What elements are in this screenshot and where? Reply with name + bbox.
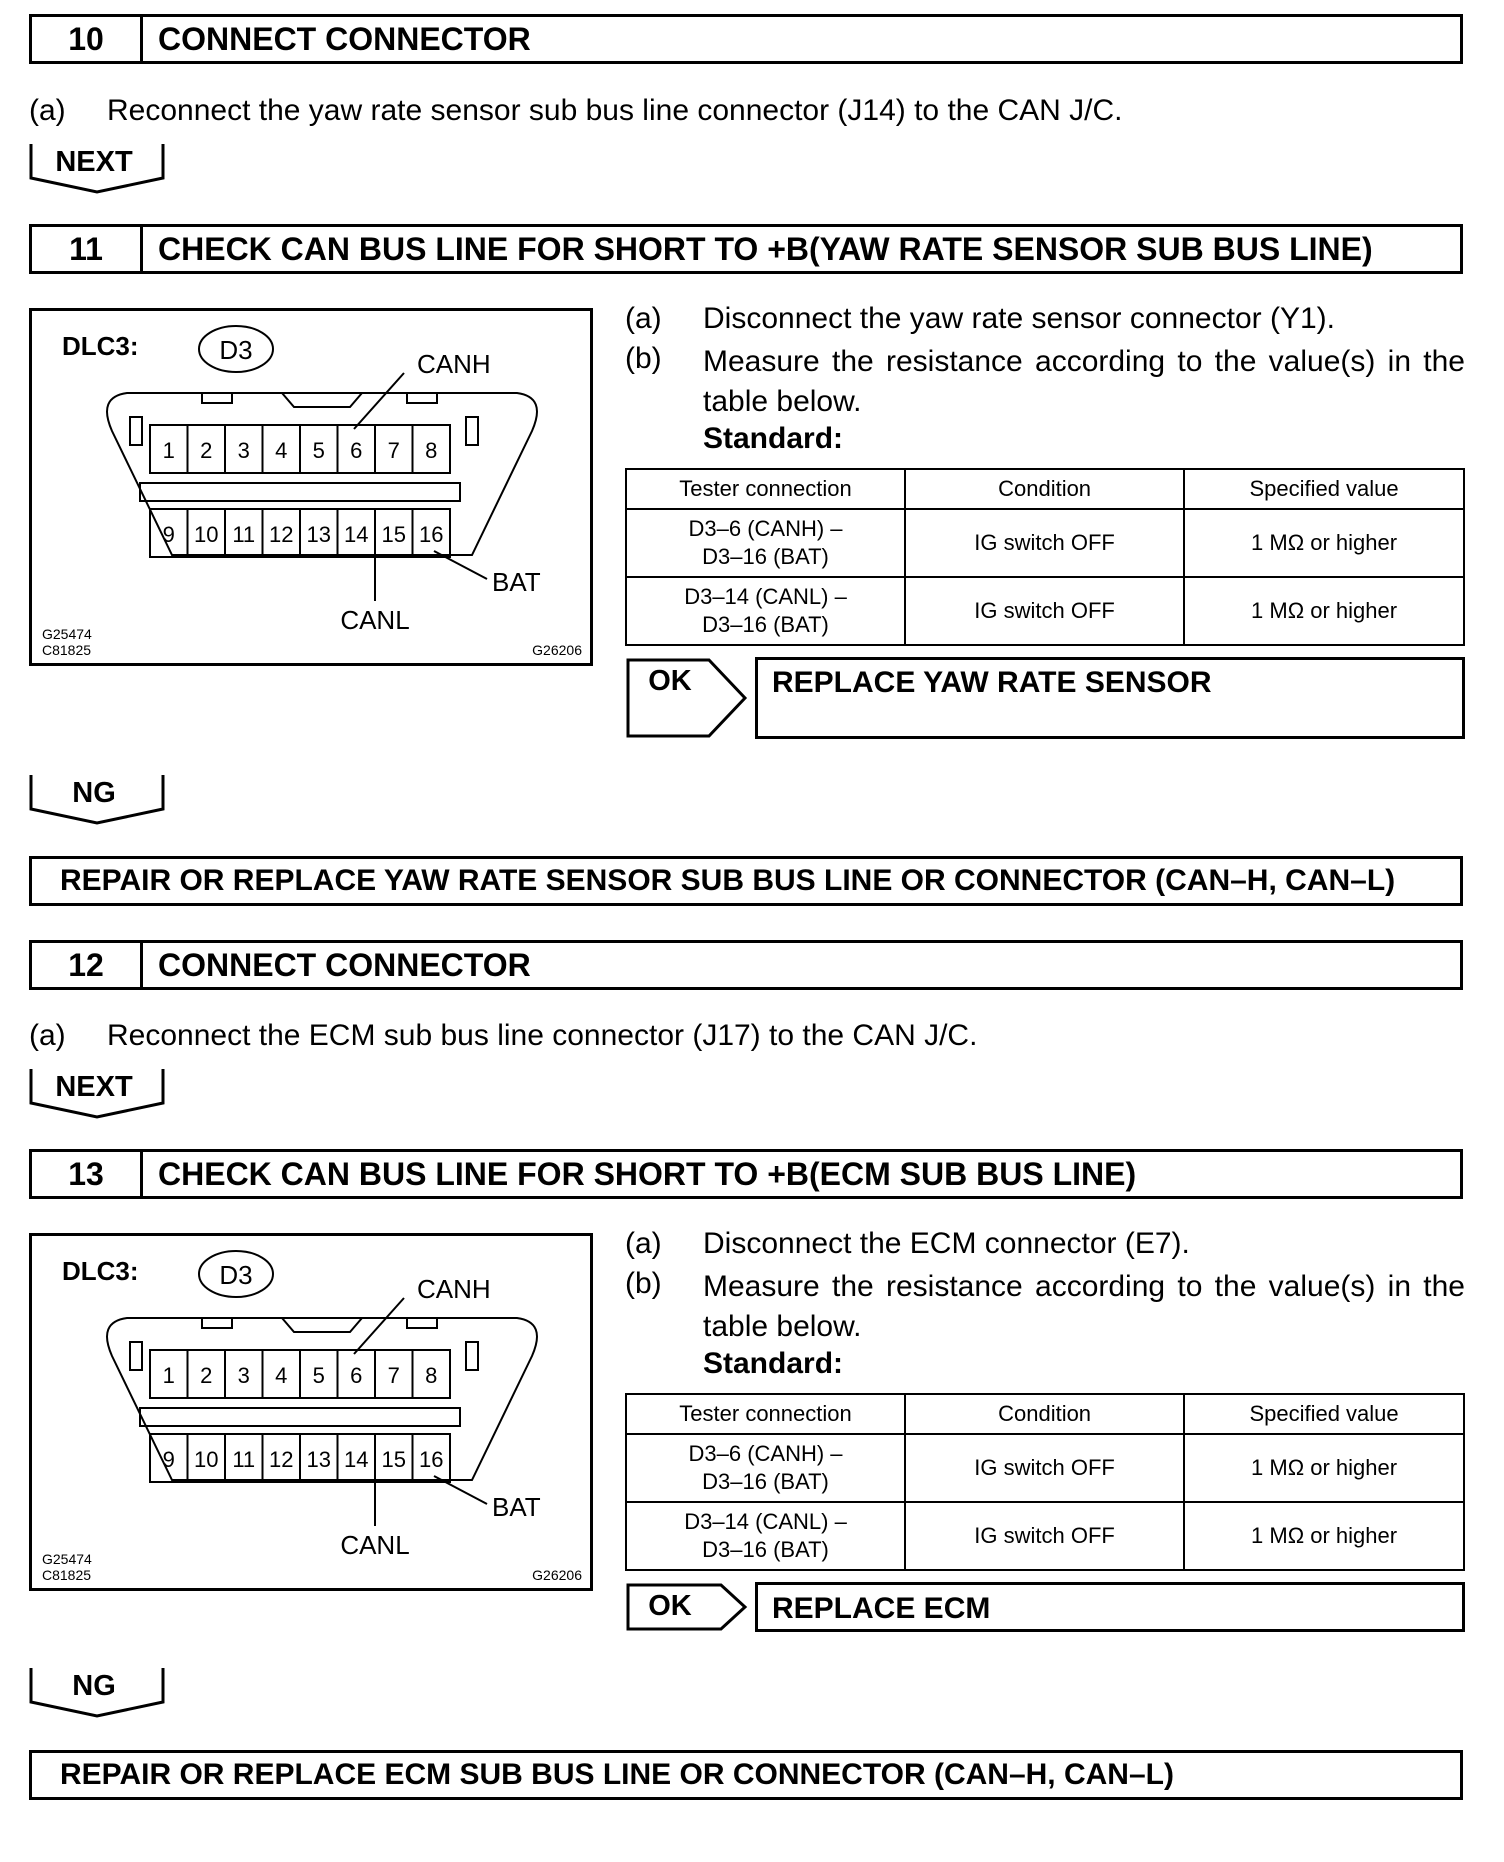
instruction-label: (a) (625, 302, 662, 335)
ng-label: NG (72, 777, 116, 809)
instruction-label: (a) (29, 1019, 66, 1052)
next-label: NEXT (55, 1071, 133, 1103)
figure-code-3: G26206 (532, 642, 582, 658)
dlc3-connector-diagram (32, 311, 590, 663)
step-number: 10 (32, 17, 143, 61)
tester-connection-cell: D3–14 (CANL) – D3–16 (BAT) (626, 1502, 905, 1570)
pin-number: 16 (419, 1447, 444, 1472)
step-12-header (29, 940, 1463, 990)
top-pin-group (163, 425, 438, 473)
step-13-header (29, 1149, 1463, 1199)
pin-number: 12 (269, 1447, 294, 1472)
header-tester-connection: Tester connection (626, 469, 905, 509)
canh-label: CANH (417, 1274, 491, 1304)
pin-number: 13 (306, 1447, 331, 1472)
dlc-label: DLC3: (62, 1256, 139, 1286)
pin-number: 1 (162, 438, 175, 463)
specified-value-cell: 1 MΩ or higher (1184, 577, 1464, 645)
specified-value-cell: 1 MΩ or higher (1184, 1434, 1464, 1502)
bottom-pin-group (163, 509, 444, 557)
pin-number: 9 (162, 1447, 175, 1472)
figure-code-1: G25474 (42, 1551, 92, 1567)
pin-number: 5 (312, 438, 325, 463)
ok-action-box (755, 657, 1465, 739)
pin-number: 1 (162, 1363, 175, 1388)
connector-key (202, 393, 437, 407)
spec-table (625, 1393, 1465, 1571)
instruction-text: Disconnect the yaw rate sensor connector (Y1). (703, 302, 1335, 335)
header-specified-value: Specified value (1184, 1394, 1464, 1434)
ok-action-box (755, 1582, 1465, 1632)
canl-label: CANL (340, 1530, 410, 1560)
step-11-header (29, 224, 1463, 274)
canh-leader-line (354, 373, 404, 429)
step-11-instructions (625, 302, 1465, 462)
step-title: CHECK CAN BUS LINE FOR SHORT TO +B(YAW RATE SENSOR SUB BUS LINE) (158, 230, 1373, 267)
pin-number: 4 (275, 438, 288, 463)
instruction-label: (b) (625, 342, 662, 375)
pin-number: 11 (232, 1447, 256, 1472)
pin-number: 12 (269, 522, 294, 547)
pin-number: 4 (275, 1363, 288, 1388)
step-13-instructions (625, 1227, 1465, 1387)
pin-number: 14 (344, 522, 369, 547)
ok-action: REPLACE YAW RATE SENSOR (772, 666, 1212, 699)
figure-code-2: C81825 (42, 642, 92, 658)
tester-connection-cell: D3–6 (CANH) – D3–16 (BAT) (626, 1434, 905, 1502)
pin-number: 2 (200, 1363, 213, 1388)
pin-number: 11 (232, 522, 256, 547)
connector-divider (140, 1408, 460, 1426)
step-title: CONNECT CONNECTOR (158, 946, 531, 983)
tester-connection-cell: D3–14 (CANL) – D3–16 (BAT) (626, 577, 905, 645)
figure-code-3: G26206 (532, 1567, 582, 1583)
dlc3-connector-figure (29, 1233, 593, 1591)
connector-key (202, 1318, 437, 1332)
right-latch (466, 1342, 478, 1370)
connector-id: D3 (219, 1260, 253, 1290)
left-latch (130, 1342, 142, 1370)
pin-number: 8 (425, 1363, 438, 1388)
instruction-a (625, 1227, 1465, 1267)
header-tester-connection: Tester connection (626, 1394, 905, 1434)
pin-number: 13 (306, 522, 331, 547)
table-row (626, 577, 1464, 645)
dlc3-connector-diagram (32, 1236, 590, 1588)
standard-label: Standard: (703, 1347, 844, 1380)
step-number: 12 (32, 943, 143, 987)
instruction-label: (a) (625, 1227, 662, 1260)
canh-leader-line (354, 1298, 404, 1354)
condition-cell: IG switch OFF (905, 577, 1184, 645)
pin-number: 9 (162, 522, 175, 547)
instruction-a (625, 302, 1465, 342)
ok-label: OK (648, 665, 692, 697)
pin-number: 5 (312, 1363, 325, 1388)
pin-number: 3 (237, 438, 250, 463)
left-latch (130, 417, 142, 445)
right-latch (466, 417, 478, 445)
pin-number: 10 (194, 1447, 219, 1472)
header-condition: Condition (905, 469, 1184, 509)
specified-value-cell: 1 MΩ or higher (1184, 1502, 1464, 1570)
step-title: CONNECT CONNECTOR (158, 20, 531, 57)
bat-label: BAT (492, 567, 541, 597)
pin-number: 3 (237, 1363, 250, 1388)
dlc3-connector-figure (29, 308, 593, 666)
connector-id: D3 (219, 335, 253, 365)
figure-code-2: C81825 (42, 1567, 92, 1583)
step-title: CHECK CAN BUS LINE FOR SHORT TO +B(ECM SUB BUS LINE) (158, 1155, 1137, 1192)
ng-label: NG (72, 1670, 116, 1702)
dlc-label: DLC3: (62, 331, 139, 361)
pin-number: 6 (350, 438, 363, 463)
instruction-text: Disconnect the ECM connector (E7). (703, 1227, 1190, 1260)
pin-number: 16 (419, 522, 444, 547)
table-row (626, 1434, 1464, 1502)
top-pin-group (163, 1350, 438, 1398)
standard-label: Standard: (703, 422, 844, 455)
specified-value-cell: 1 MΩ or higher (1184, 509, 1464, 577)
ok-label: OK (648, 1590, 692, 1622)
ng-action-box: REPAIR OR REPLACE ECM SUB BUS LINE OR CONNECTOR (CAN–H, CAN–L) (29, 1750, 1463, 1800)
instruction-label: (a) (29, 94, 66, 127)
pin-number: 15 (381, 522, 406, 547)
instruction-b (625, 342, 1465, 422)
figure-code-1: G25474 (42, 626, 92, 642)
pin-number: 10 (194, 522, 219, 547)
pin-number: 14 (344, 1447, 369, 1472)
ng-button[interactable] (29, 1666, 165, 1718)
pin-number: 2 (200, 438, 213, 463)
next-button[interactable] (29, 1067, 165, 1119)
step-10-header (29, 14, 1463, 64)
instruction-text: Measure the resistance according to the value(s) in the table below. (703, 1270, 1465, 1343)
pin-number: 6 (350, 1363, 363, 1388)
ng-button[interactable] (29, 773, 165, 825)
step-number: 13 (32, 1152, 143, 1196)
table-row (626, 509, 1464, 577)
ok-result[interactable] (625, 657, 1465, 739)
instruction-text: Reconnect the ECM sub bus line connector (J17) to the CAN J/C. (107, 1019, 978, 1052)
header-condition: Condition (905, 1394, 1184, 1434)
pin-number: 7 (387, 1363, 400, 1388)
canl-label: CANL (340, 605, 410, 635)
instruction-label: (b) (625, 1267, 662, 1300)
pin-number: 8 (425, 438, 438, 463)
spec-table (625, 468, 1465, 646)
connector-divider (140, 483, 460, 501)
ok-result[interactable] (625, 1582, 1465, 1632)
tester-connection-cell: D3–6 (CANH) – D3–16 (BAT) (626, 509, 905, 577)
instruction-text: Reconnect the yaw rate sensor sub bus line connector (J14) to the CAN J/C. (107, 94, 1123, 127)
canh-label: CANH (417, 349, 491, 379)
table-row (626, 1502, 1464, 1570)
next-button[interactable] (29, 142, 165, 194)
next-label: NEXT (55, 146, 133, 178)
step-number: 11 (32, 227, 143, 271)
bat-label: BAT (492, 1492, 541, 1522)
header-specified-value: Specified value (1184, 469, 1464, 509)
bottom-pin-group (163, 1434, 444, 1482)
instruction-b (625, 1267, 1465, 1347)
condition-cell: IG switch OFF (905, 1502, 1184, 1570)
ok-action: REPLACE ECM (772, 1592, 991, 1625)
condition-cell: IG switch OFF (905, 509, 1184, 577)
ng-action-box: REPAIR OR REPLACE YAW RATE SENSOR SUB BUS LINE OR CONNECTOR (CAN–H, CAN–L) (29, 856, 1463, 906)
pin-number: 15 (381, 1447, 406, 1472)
condition-cell: IG switch OFF (905, 1434, 1184, 1502)
pin-number: 7 (387, 438, 400, 463)
instruction-text: Measure the resistance according to the value(s) in the table below. (703, 345, 1465, 418)
